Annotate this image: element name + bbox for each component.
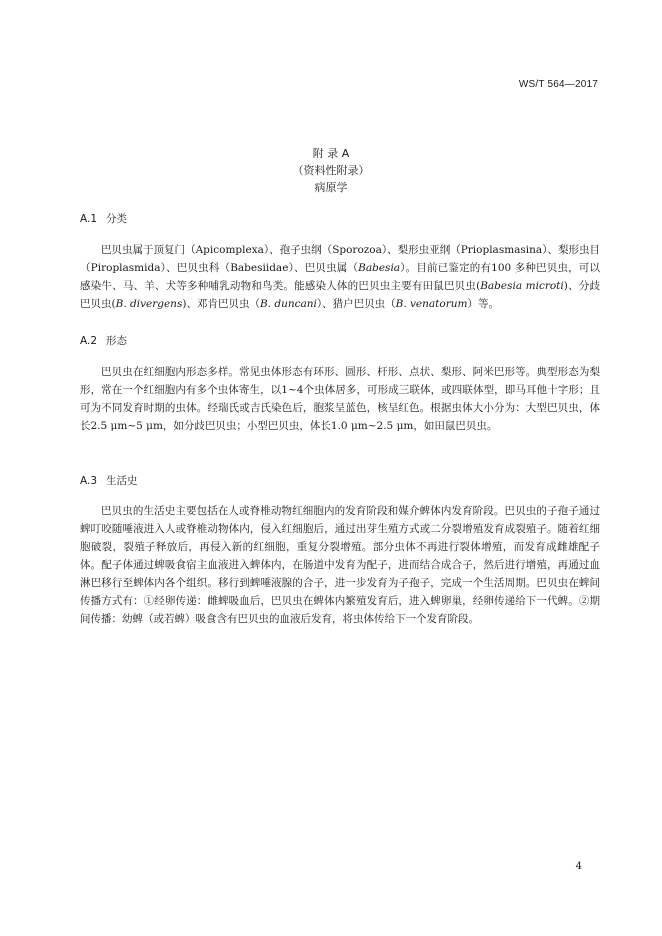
section-heading-morphology [80,334,127,348]
text-segment: ）。目前已鉴定的有100 多种巴贝虫，可以感染牛、马、羊、犬等多种哺乳动物和鸟类。能感染人体的巴贝虫主要有田鼠巴贝虫( [80,262,601,292]
page-number: 4 [575,861,582,872]
section-heading-life-cycle [80,474,138,488]
paragraph-life-cycle: 巴贝虫的生活史主要包括在人或脊椎动物红细胞内的发育阶段和媒介蜱体内发育阶段。巴贝虫的子孢子通过蜱叮咬随唾液进入人或脊椎动物体内，侵入红细胞后，通过出芽生殖方式或二分裂增殖发育成裂殖子。随着红细胞破裂，裂殖子释放后，再侵入新的红细胞，重复分裂增殖。部分虫体不再进行裂体增殖，而发育成雌雄配子体。配子体通过蜱吸食宿主血液进入蜱体内，在肠道中发育为配子，进而结合成合子，然后进行增殖，再通过血淋巴移行至蜱体内各个组织。移行到蜱唾液腺的合子，进一步发育为子孢子，完成一个生活周期。巴贝虫在蜱间传播方式有：①经卵传递：雌蜱吸血后，巴贝虫在蜱体内繁殖发育后，进入蜱卵巢，经卵传递给下一代蜱。②期间传播：幼蜱（或若蜱）吸食含有巴贝虫的血液后发育，将虫体传给下一个发育阶段。 [80,505,600,625]
section-title: 生活史 [106,475,138,487]
latin-name: Babesia [358,262,401,274]
appendix-subtitle: （资料性附录） [292,164,370,177]
text-segment: 巴贝虫属于顶复门（Apicomplexa）、孢子虫纲（Sporozoa）、梨形虫亚纲（Prioplasmasina）、梨形虫目（Piroplasmida）、巴贝虫科（Babesiidae）、巴贝虫属（ [80,244,600,274]
section-heading-classification [80,212,127,226]
section-number: A.1 [80,213,98,225]
text-segment: ）等。 [467,298,499,310]
appendix-title: 附 录 A [312,147,350,160]
section-title: 分类 [106,213,127,225]
document-code: WS/T 564—2017 [518,79,598,90]
latin-name: B. duncani [259,298,317,310]
latin-name: Babesia microti [480,280,564,292]
latin-name: B. venatorum [395,298,468,310]
paragraph-morphology: 巴贝虫在红细胞内形态多样。常见虫体形态有环形、圆形、杆形、点状、梨形、阿米巴形等。典型形态为梨形，常在一个红细胞内有多个虫体寄生，以1~4个虫体居多，可形成三联体，或四联体型，即马耳他十字形；且可为不同发育时期的虫体。经瑞氏或吉氏染色后，胞浆呈蓝色，核呈红色。根据虫体大小分为：大型巴贝虫，体长2.5 μm~5 μm，如分歧巴贝虫；小型巴贝虫，体长1.0 μm~2.5 μm，如田鼠巴贝虫。 [80,366,600,432]
section-title: 形态 [106,335,127,347]
text-segment: )、邓肯巴贝虫（ [182,298,260,310]
appendix-name: 病原学 [314,181,348,194]
paragraph-classification [80,241,600,313]
latin-name: B. divergens [115,298,183,310]
section-number: A.2 [80,335,98,347]
text-segment: ）、猎户巴贝虫（ [316,298,396,310]
text-segment: )、分歧巴贝虫( [80,280,600,310]
appendix-header [0,145,662,196]
section-number: A.3 [80,475,98,487]
